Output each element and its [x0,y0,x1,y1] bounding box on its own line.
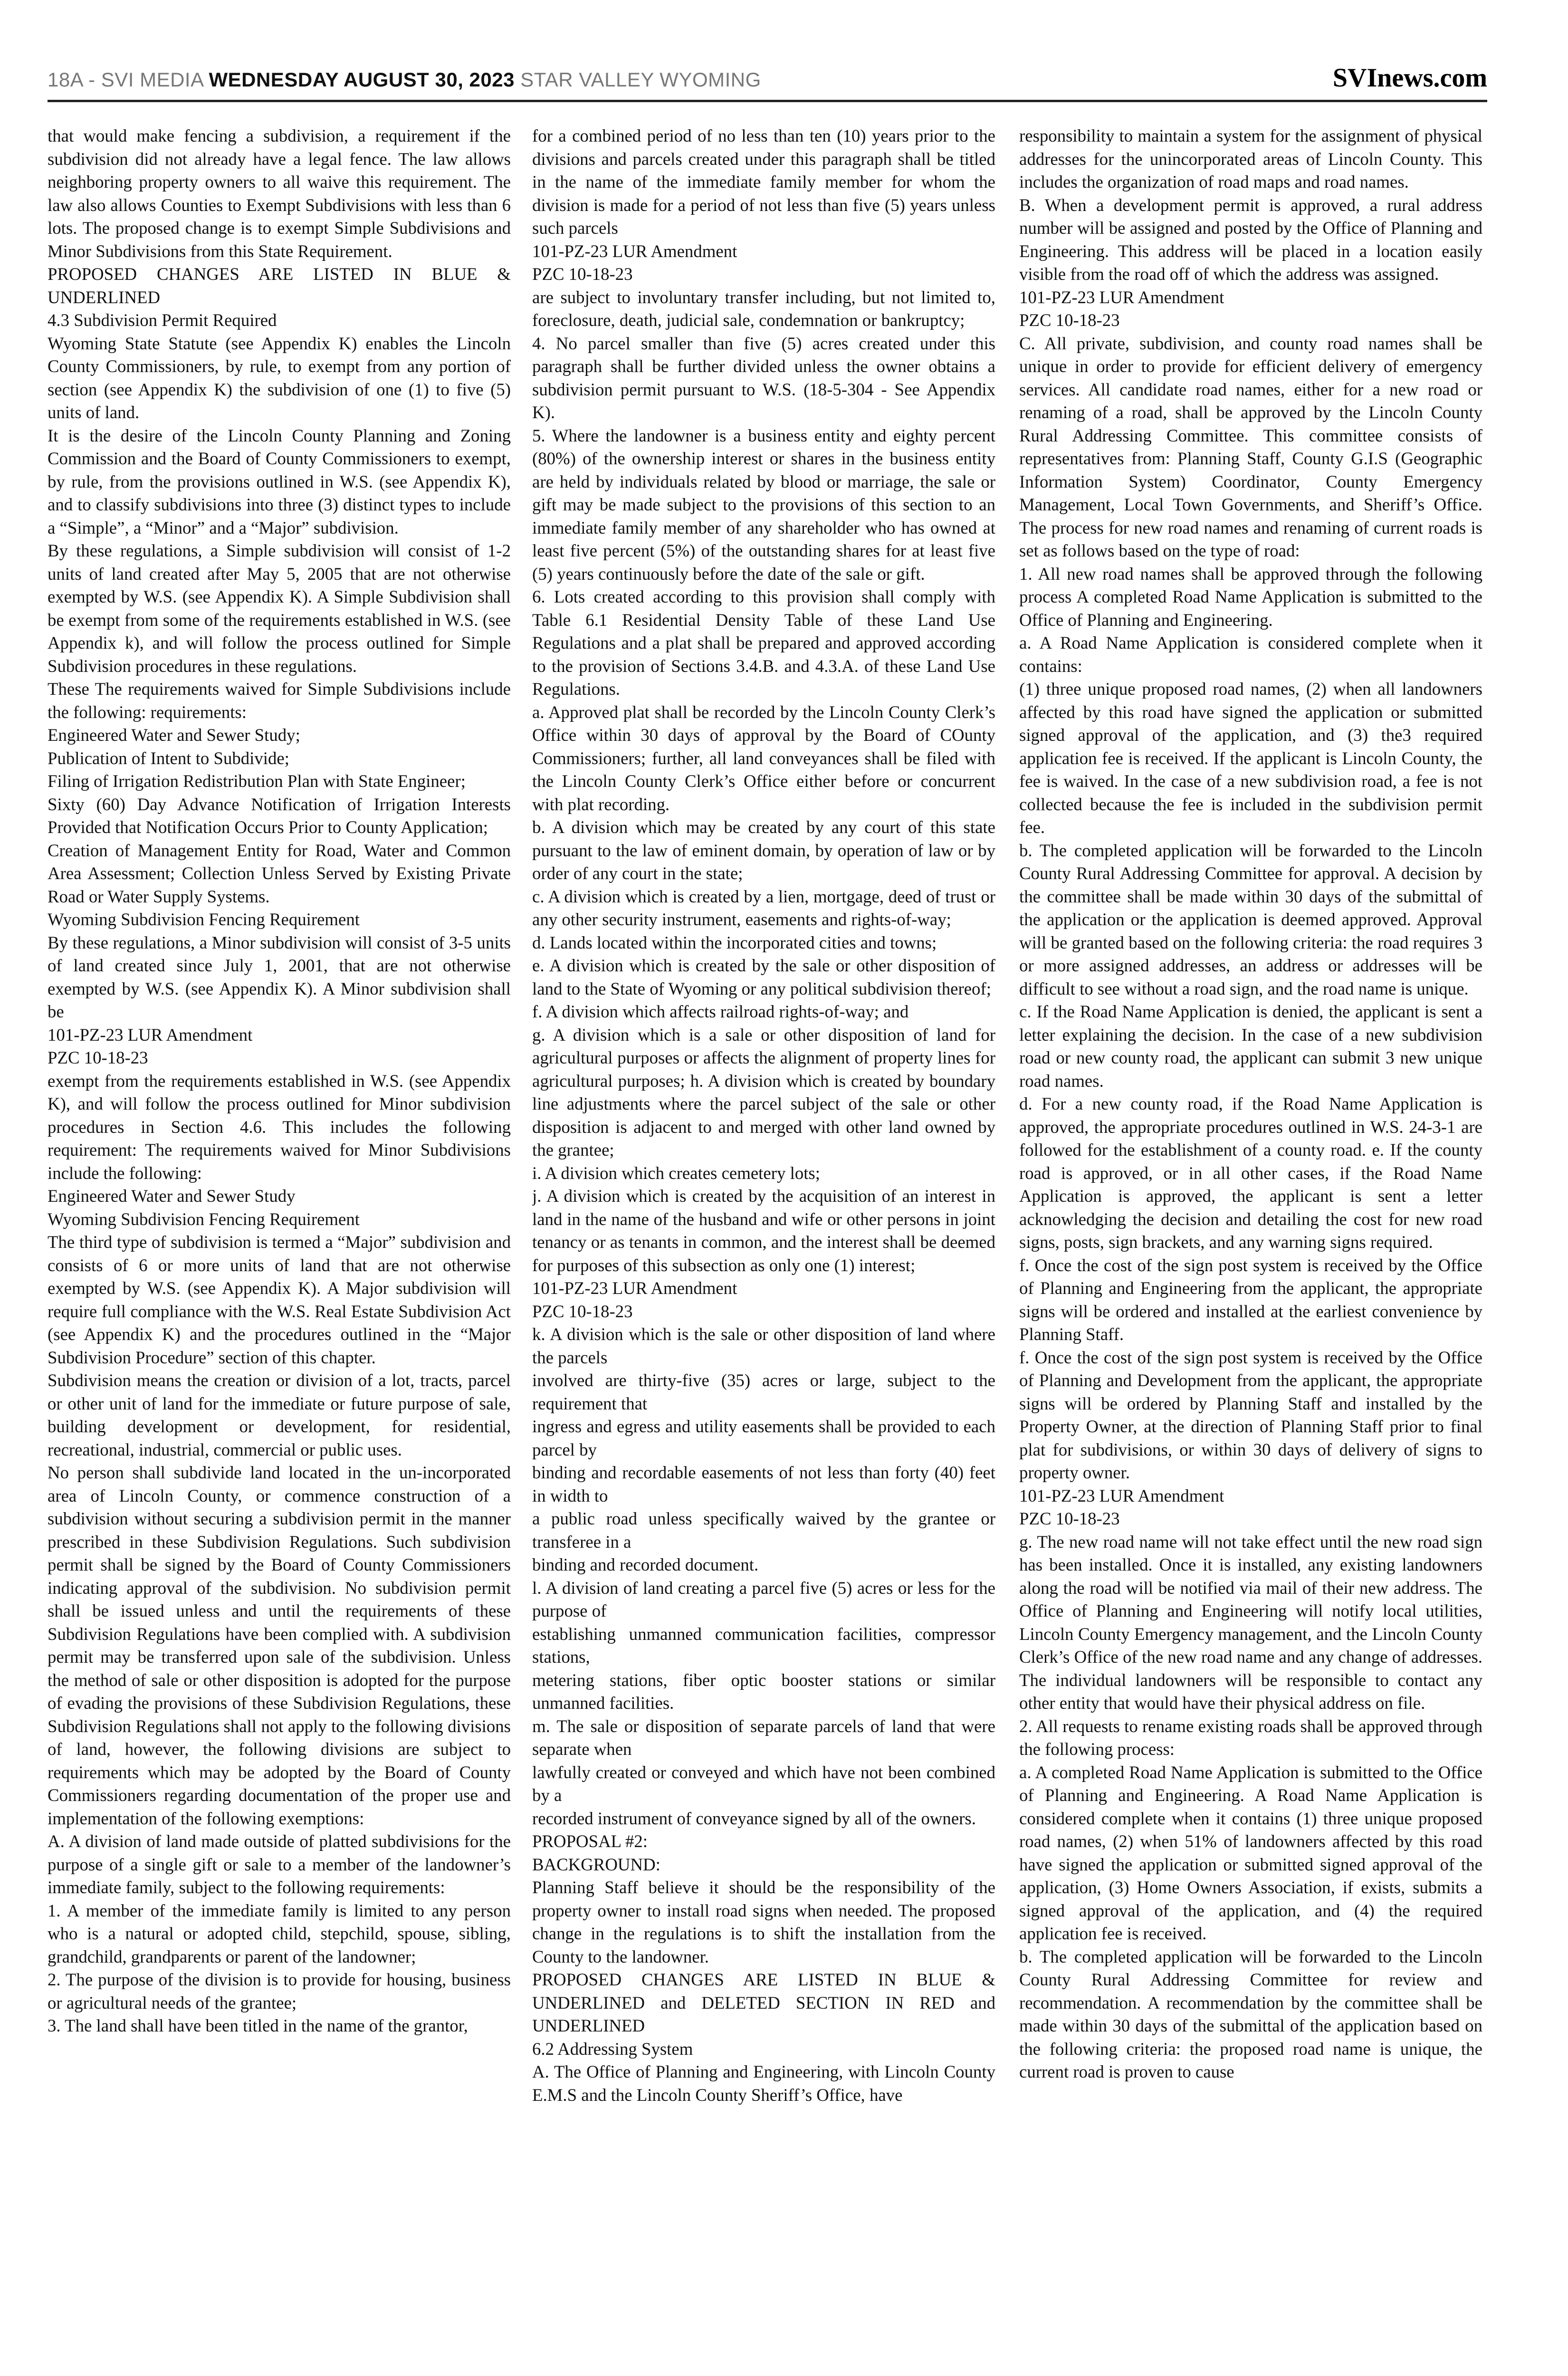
header-dateline [48,68,761,91]
paragraph: f. Once the cost of the sign post system is received by the Office of Planning and Engineering from the applicant, the appropriate signs will be ordered and installed at the earliest convenience by Planning Staff. [1019,1255,1482,1344]
paragraph: metering stations, fiber optic booster stations or similar unmanned facilities. [532,1670,995,1713]
page-header [48,62,1487,100]
paragraph: A. The Office of Planning and Engineering, with Lincoln County E.M.S and the Lincoln County Sheriff’s Office, have [532,2062,995,2105]
paragraph: BACKGROUND: [532,1854,660,1874]
paragraph: k. A division which is the sale or other disposition of land where the parcels [532,1324,995,1367]
paragraph: 101-PZ-23 LUR Amendment [532,1278,737,1298]
paragraph: 2. The purpose of the division is to provide for housing, business or agricultural needs of the grantee; [48,1970,511,2012]
paragraph: PROPOSED CHANGES ARE LISTED IN BLUE & UNDERLINED [48,264,511,307]
paragraph: f. Once the cost of the sign post system is received by the Office of Planning and Development from the applicant, the appropriate signs will be ordered by Planning Staff and installed by the Property Owner, at the direction of Planning Staff prior to final plat for subdivisions, or within 30 days of delivery of signs to property owner. [1019,1347,1482,1482]
article-columns [48,125,1487,2376]
header-page-paper: 18A - SVI MEDIA [48,68,203,91]
paragraph: B. When a development permit is approved, a rural address number will be assigned and posted by the Office of Planning and Engineering. This address will be placed in a location easily visible from the road off of which the address was assigned. [1019,195,1482,284]
paragraph: Filing of Irrigation Redistribution Plan with State Engineer; [48,771,466,791]
paragraph: PROPOSAL #2: [532,1831,648,1851]
paragraph: Wyoming State Statute (see Appendix K) enables the Lincoln County Commissioners, by rule, to exempt from any portion of section (see Appendix K) the subdivision of one (1) to five (5) units of land. [48,333,511,422]
paragraph: By these regulations, a Minor subdivision will consist of 3-5 units of land created since July 1, 2001, that are not otherwise exempted by W.S. (see Appendix K). A Minor subdivision shall be [48,932,511,1021]
paragraph: lawfully created or conveyed and which have not been combined by a [532,1762,995,1805]
paragraph: PZC 10-18-23 [532,1301,633,1321]
paragraph: 1. A member of the immediate family is limited to any person who is a natural or adopted child, stepchild, spouse, sibling, grandchild, grandparents or parent of the landowner; [48,1900,511,1966]
paragraph: 3. The land shall have been titled in the name of the grantor, [48,2016,468,2035]
paragraph: Creation of Management Entity for Road, Water and Common Area Assessment; Collection Unless Served by Existing Private Road or Water Supply Systems. [48,840,511,906]
paragraph: a. A completed Road Name Application is submitted to the Office of Planning and Engineering. A Road Name Application is considered complete when it contains (1) three unique proposed road names, (2) when 51% of landowners affected by this road have signed the application or submitted signed approval of the application, (3) Home Owners Association, if exists, submits a signed approval of the application, and (4) the required application fee is received. [1019,1762,1482,1943]
paragraph: C. All private, subdivision, and county road names shall be unique in order to provide for efficient delivery of emergency services. All candidate road names, either for a new road or renaming of a road, shall be approved by the Lincoln County Rural Addressing Committee. This committee consists of representatives from: Planning Staff, County G.I.S (Geographic Information System) Coordinator, County Emergency Management, Local Town Governments, and Sheriff’s Office. The process for new road names and renaming of current roads is set as follows based on the type of road: [1019,333,1482,560]
paragraph: Sixty (60) Day Advance Notification of Irrigation Interests Provided that Notification Occurs Prior to County Application; [48,794,511,837]
paragraph: PZC 10-18-23 [532,264,633,284]
paragraph: exempt from the requirements established in W.S. (see Appendix K), and will follow the process outlined for Minor subdivision procedures in Section 4.6. This includes the following requirement: The requirements waived for Minor Subdivisions include the following: [48,1071,511,1183]
paragraph: PZC 10-18-23 [1019,1509,1120,1528]
paragraph: e. A division which is created by the sale or other disposition of land to the State of Wyoming or any political subdivision thereof; [532,956,995,998]
paragraph: 5. Where the landowner is a business entity and eighty percent (80%) of the ownership interest or shares in the business entity are held by individuals related by blood or marriage, the sale or gift may be made subject to the provisions of this section to an immediate family member of any shareholder who has owned at least five percent (5%) of the outstanding shares for at least five (5) years continuously before the date of the sale or gift. [532,425,995,584]
paragraph: 6.2 Addressing System [532,2039,693,2059]
paragraph: ingress and egress and utility easements shall be provided to each parcel by [532,1417,995,1459]
paragraph: g. The new road name will not take effect until the new road sign has been installed. Once it is installed, any existing landowners along the road will be notified via mail of their new address. The Office of Planning and Engineering will notify local utilities, Lincoln County Emergency management, and the Lincoln County Clerk’s Office of the new road name and any change of addresses. The individual landowners will be responsible to contact any other entity that would have their physical address on file. [1019,1532,1482,1713]
paragraph: are subject to involuntary transfer including, but not limited to, foreclosure, death, judicial sale, condemnation or bankruptcy; [532,287,995,330]
paragraph: It is the desire of the Lincoln County Planning and Zoning Commission and the Board of County Commissioners to exempt, by rule, from the provisions outlined in W.S. (see Appendix K), and to classify subdivisions into three (3) distinct types to include a “Simple”, a “Minor” and a “Major” subdivision. [48,425,511,537]
paragraph: m. The sale or disposition of separate parcels of land that were separate when [532,1716,995,1759]
paragraph: A. A division of land made outside of platted subdivisions for the purpose of a single gift or sale to a member of the landowner’s immediate family, subject to the following requirements: [48,1831,511,1897]
paragraph: a public road unless specifically waived by the grantee or transferee in a [532,1509,995,1552]
header-location: STAR VALLEY WYOMING [520,68,761,91]
paragraph: Wyoming Subdivision Fencing Requirement [48,1209,360,1229]
paragraph: The third type of subdivision is termed a “Major” subdivision and consists of 6 or more units of land that are not otherwise exempted by W.S. (see Appendix K). A Major subdivision will require full compliance with the W.S. Real Estate Subdivision Act (see Appendix K) and the procedures outlined in the “Major Subdivision Procedure” section of this chapter. [48,1232,511,1367]
article-column-2 [532,125,995,2376]
paragraph: Engineered Water and Sewer Study; [48,725,300,745]
paragraph: a. Approved plat shall be recorded by the Lincoln County Clerk’s Office within 30 days of approval by the Board of COunty Commissioners; further, all land conveyances shall be filed with the Lincoln County Clerk’s Office either before or concurrent with plat recording. [532,702,995,814]
paragraph: i. A division which creates cemetery lots; [532,1163,820,1183]
paragraph: b. The completed application will be forwarded to the Lincoln County Rural Addressing Committee for approval. A decision by the committee shall be made within 30 days of the submittal of the application or the application is deemed approved. Approval will be granted based on the following criteria: the road requires 3 or more assigned addresses, an address or addresses will be difficult to see without a road sign, and the road name is unique. [1019,840,1482,998]
paragraph: g. A division which is a sale or other disposition of land for agricultural purposes or affects the alignment of property lines for agricultural purposes; h. A division which is created by boundary line adjustments where the parcel subject of the sale or other disposition is adjacent to and merged with other land owned by the grantee; [532,1025,995,1159]
paragraph: PZC 10-18-23 [48,1048,148,1067]
paragraph: a. A Road Name Application is considered complete when it contains: [1019,633,1482,676]
paragraph: Publication of Intent to Subdivide; [48,748,289,768]
paragraph: Subdivision means the creation or division of a lot, tracts, parcel or other unit of land for the immediate or future purpose of sale, building development or development, for residential, recreational, industrial, commercial or public uses. [48,1370,511,1459]
paragraph: j. A division which is created by the acquisition of an interest in land in the name of the husband and wife or other persons in joint tenancy or as tenants in common, and the interest shall be deemed for purposes of this subsection as only one (1) interest; [532,1186,995,1275]
paragraph: that would make fencing a subdivision, a requirement if the subdivision did not already have a legal fence. The law allows neighboring property owners to all waive this requirement. The law also allows Counties to Exempt Subdivisions with less than 6 lots. The proposed change is to exempt Simple Subdivisions and Minor Subdivisions from this State Requirement. [48,126,511,261]
paragraph: involved are thirty-five (35) acres or large, subject to the requirement that [532,1370,995,1413]
paragraph: 2. All requests to rename existing roads shall be approved through the following process: [1019,1716,1482,1759]
paragraph: PZC 10-18-23 [1019,310,1120,330]
paragraph: d. For a new county road, if the Road Name Application is approved, the appropriate procedures outlined in W.S. 24-3-1 are followed for the establishment of a county road. e. If the county road is approved, or in all other cases, if the Road Name Application is approved, the applicant is sent a letter acknowledging the decision and detailing the cost for new road signs, posts, sign brackets, and any warning signs required. [1019,1094,1482,1252]
paragraph: These The requirements waived for Simple Subdivisions include the following: requirements: [48,679,511,722]
article-column-3 [1019,125,1482,2376]
paragraph: 101-PZ-23 LUR Amendment [1019,287,1224,307]
paragraph: for a combined period of no less than ten (10) years prior to the divisions and parcels created under this paragraph shall be titled in the name of the immediate family member for whom the division is made for a period of not less than five (5) years unless such parcels [532,126,995,238]
paragraph: d. Lands located within the incorporated cities and towns; [532,932,937,952]
paragraph: 101-PZ-23 LUR Amendment [532,241,737,261]
article-column-1 [48,125,511,2376]
header-date: WEDNESDAY AUGUST 30, 2023 [209,68,515,91]
paragraph: 4. No parcel smaller than five (5) acres created under this paragraph shall be further divided unless the owner obtains a subdivision permit pursuant to W.S. (18-5-304 - See Appendix K). [532,333,995,422]
paragraph: f. A division which affects railroad rights-of-way; and [532,1002,909,1021]
paragraph: Planning Staff believe it should be the responsibility of the property owner to install road signs when needed. The proposed change in the regulations is to shift the installation from the County to the landowner. [532,1878,995,1966]
paragraph: 101-PZ-23 LUR Amendment [1019,1485,1224,1505]
paragraph: c. A division which is created by a lien, mortgage, deed of trust or any other security instrument, easements and rights-of-way; [532,886,995,929]
paragraph: establishing unmanned communication facilities, compressor stations, [532,1624,995,1667]
paragraph: c. If the Road Name Application is denied, the applicant is sent a letter explaining the decision. In the case of a new subdivision road or new county road, the applicant can submit 3 new unique road names. [1019,1002,1482,1091]
paragraph: 6. Lots created according to this provision shall comply with Table 6.1 Residential Density Table of these Land Use Regulations and a plat shall be prepared and approved according to the provision of Sections 3.4.B. and 4.3.A. of these Land Use Regulations. [532,587,995,699]
paragraph: 4.3 Subdivision Permit Required [48,310,277,330]
paragraph: 101-PZ-23 LUR Amendment [48,1025,253,1044]
paragraph: binding and recordable easements of not less than forty (40) feet in width to [532,1463,995,1505]
paragraph: Wyoming Subdivision Fencing Requirement [48,910,360,929]
paragraph: PROPOSED CHANGES ARE LISTED IN BLUE & UNDERLINED and DELETED SECTION IN RED and UNDERLINED [532,1970,995,2035]
paragraph: No person shall subdivide land located in the un-incorporated area of Lincoln County, or commence construction of a subdivision without securing a subdivision permit in the manner prescribed in these Subdivision Regulations. Such subdivision permit shall be signed by the Board of County Commissioners indicating approval of the subdivision. No subdivision permit shall be issued unless and until the requirements of these Subdivision Regulations have been complied with. A subdivision permit may be transferred upon sale of the subdivision. Unless the method of sale or other disposition is adopted for the purpose of evading the provisions of these Subdivision Regulations, these Subdivision Regulations shall not apply to the following divisions of land, however, the following divisions are subject to requirements which may be adopted by the Board of County Commissioners regarding documentation of the proper use and implementation of the following exemptions: [48,1463,511,1828]
paragraph: b. The completed application will be forwarded to the Lincoln County Rural Addressing Committee for review and recommendation. A recommendation by the committee shall be made within 30 days of the submittal of the application based on the following criteria: the proposed road name is unique, the current road is proven to cause [1019,1946,1482,2081]
paragraph: binding and recorded document. [532,1555,759,1574]
paragraph: b. A division which may be created by any court of this state pursuant to the law of eminent domain, by operation of law or by order of any court in the state; [532,817,995,883]
paragraph: recorded instrument of conveyance signed by all of the owners. [532,1808,976,1828]
paragraph: Engineered Water and Sewer Study [48,1186,296,1206]
paragraph: l. A division of land creating a parcel five (5) acres or less for the purpose of [532,1578,995,1620]
paragraph: 1. All new road names shall be approved through the following process A completed Road Name Application is submitted to the Office of Planning and Engineering. [1019,564,1482,630]
header-divider [48,100,1487,102]
paragraph: responsibility to maintain a system for the assignment of physical addresses for the unincorporated areas of Lincoln County. This includes the organization of road maps and road names. [1019,126,1482,192]
paragraph: (1) three unique proposed road names, (2) when all landowners affected by this road have signed the application or submitted signed approval of the application, and (3) the3 required application fee is received. If the applicant is Lincoln County, the fee is waived. In the case of a new subdivision road, a fee is not collected because the fee is included in the subdivision permit fee. [1019,679,1482,837]
paragraph: By these regulations, a Simple subdivision will consist of 1-2 units of land created after May 5, 2005 that are not otherwise exempted by W.S. (see Appendix K). A Simple Subdivision shall be exempt from some of the requirements established in W.S. (see Appendix k), and will follow the process outlined for Simple Subdivision procedures in these regulations. [48,541,511,676]
site-name: SVInews.com [1332,63,1487,93]
